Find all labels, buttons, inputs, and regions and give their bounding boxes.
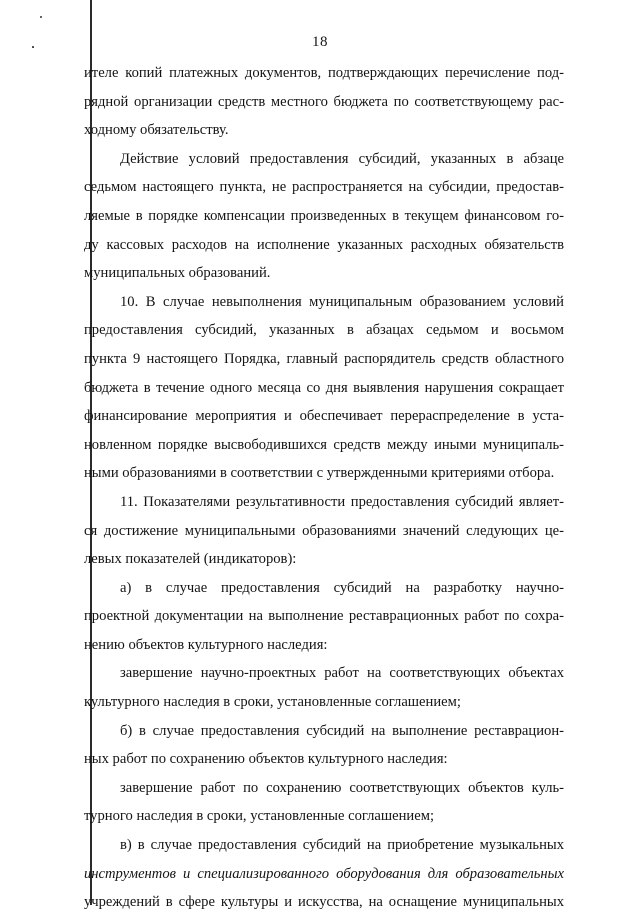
paragraph-start-line: а) в случае предоставления субсидий на разработку научно- [120,579,564,596]
body-text [84,59,564,917]
text-line: рядной организации средств местного бюджета по соответствующему рас- [84,93,564,110]
text-line: нению объектов культурного наследия: [84,636,328,653]
paragraph-start-line: Действие условий предоставления субсидий, указанных в абзаце [120,150,564,167]
text-line: ся достижение муниципальными образованиями значений следующих це- [84,522,564,539]
text-line: учреждений в сфере культуры и искусства, на оснащение муниципальных [84,894,564,911]
text-line: культурного наследия в сроки, установленные соглашением; [84,694,461,711]
paragraph-start-line: 10. В случае невыполнения муниципальным образованием условий [120,293,564,310]
text-line: муниципальных образований. [84,265,271,282]
text-line: турного наследия в сроки, установленные соглашением; [84,808,434,825]
text-line: финансирование мероприятия и обеспечивает перераспределение в уста- [84,408,564,425]
text-line: ляемые в порядке компенсации произведенных в текущем финансовом го- [84,207,564,224]
text-line: ходному обязательству. [84,122,229,139]
text-line: инструментов и специализированного оборудования для образовательных [84,865,564,882]
text-line: новленном порядке высвободившихся средств между иными муниципаль- [84,436,564,453]
paragraph-start-line: завершение работ по сохранению соответствующих объектов куль- [120,779,564,796]
paragraph-start-line: б) в случае предоставления субсидий на выполнение реставрацион- [120,722,564,739]
paragraph-start-line: завершение научно-проектных работ на соответствующих объектах [120,665,564,682]
text-line: седьмом настоящего пункта, не распространяется на субсидии, предостав- [84,179,564,196]
text-line: предоставления субсидий, указанных в абзацах седьмом и восьмом [84,322,564,339]
page-number: 18 [312,34,328,50]
text-line: левых показателей (индикаторов): [84,551,297,568]
text-line: пункта 9 настоящего Порядка, главный распорядитель средств областного [84,350,564,367]
text-line: ными образованиями в соответствии с утвержденными критериями отбора. [84,465,555,482]
text-line: проектной документации на выполнение реставрационных работ по сохра- [84,608,564,625]
text-line: ду кассовых расходов на исполнение указанных расходных обязательств [84,236,564,253]
paragraph-start-line: в) в случае предоставления субсидий на приобретение музыкальных [120,837,564,854]
scan-speck [40,16,42,18]
paragraph-start-line: 11. Показателями результативности предоставления субсидий являет- [120,493,564,510]
text-line: бюджета в течение одного месяца со дня выявления нарушения сокращает [84,379,564,396]
text-line: ных работ по сохранению объектов культурного наследия: [84,751,448,768]
text-line: ителе копий платежных документов, подтверждающих перечисление под- [84,65,564,81]
